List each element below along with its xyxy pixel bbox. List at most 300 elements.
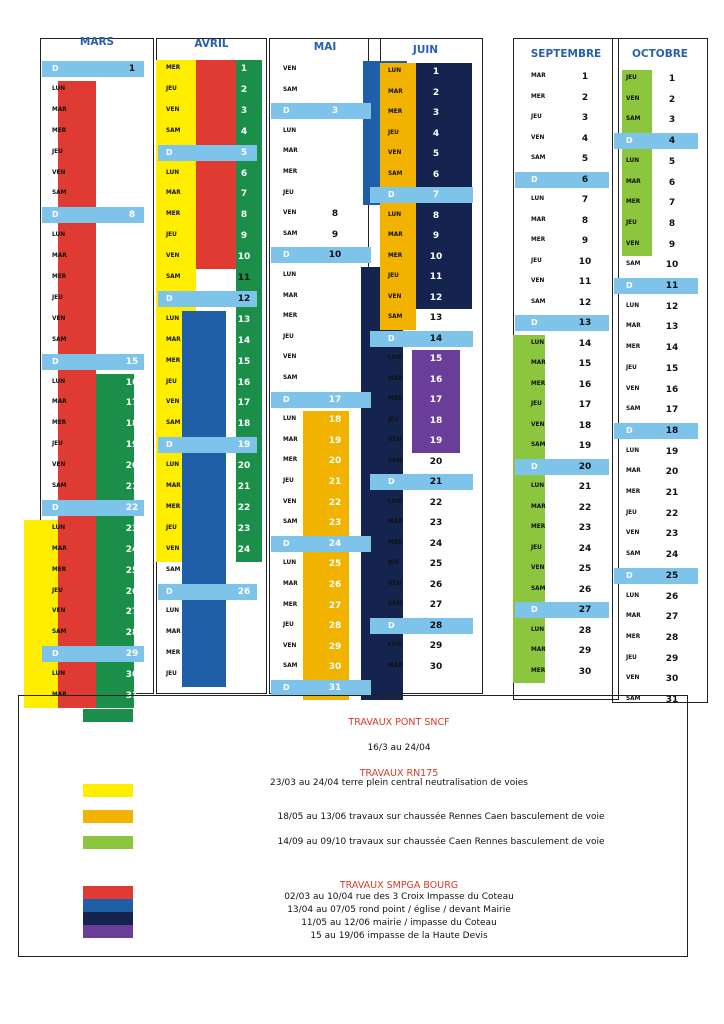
day-number: 25 <box>578 564 592 574</box>
day-label: VEN <box>283 210 297 217</box>
period-bar-red <box>196 60 236 269</box>
day-number: 1 <box>128 64 136 74</box>
day-number: 14 <box>578 338 592 349</box>
day-label: MER <box>531 524 546 530</box>
day-number: 1 <box>240 64 248 74</box>
day-number: 13 <box>578 318 592 328</box>
day-label: LUN <box>388 68 402 74</box>
day-label: SAM <box>166 127 181 134</box>
day-number: 22 <box>578 502 592 513</box>
day-number: 27 <box>578 605 592 615</box>
day-number: 21 <box>125 482 139 492</box>
day-label: LUN <box>52 524 66 531</box>
day-number: 3 <box>432 108 440 118</box>
day-label: MER <box>166 211 181 218</box>
day-number: 13 <box>125 314 139 325</box>
day-number: 10 <box>237 252 251 263</box>
day-label: LUN <box>626 592 640 599</box>
day-label: JEU <box>388 129 399 136</box>
day-number: 17 <box>578 400 592 410</box>
day-label: MAR <box>626 178 641 185</box>
day-number: 19 <box>125 440 139 451</box>
day-label: D <box>52 649 59 659</box>
day-label: JEU <box>52 148 63 155</box>
legend-smpga-title: TRAVAUX SMPGA BOURG <box>339 880 459 891</box>
day-label: MAR <box>52 692 67 698</box>
day-label: MER <box>166 65 181 71</box>
day-label: VEN <box>52 315 66 322</box>
day-number: 7 <box>331 188 339 199</box>
day-label: SAM <box>388 170 403 177</box>
day-label: JEU <box>531 114 542 120</box>
day-label: VEN <box>166 106 180 113</box>
day-label: D <box>626 425 633 435</box>
legend-rn-title: TRAVAUX RN175 <box>359 768 439 779</box>
day-number: 10 <box>665 260 679 271</box>
sunday-band <box>370 187 473 203</box>
day-label: D <box>626 570 633 580</box>
day-label: SAM <box>166 274 181 280</box>
day-label: MAR <box>388 232 403 238</box>
day-number: 12 <box>237 293 251 304</box>
day-number: 18 <box>578 420 592 431</box>
day-label: VEN <box>52 462 66 469</box>
day-number: 7 <box>240 189 248 200</box>
day-label: VEN <box>388 293 402 300</box>
day-number: 24 <box>578 543 592 554</box>
day-label: MAR <box>531 216 546 223</box>
day-label: LUN <box>531 339 545 346</box>
day-number: 18 <box>125 419 139 430</box>
day-number: 13 <box>665 322 679 333</box>
day-label: MAR <box>388 375 403 382</box>
sunday-band <box>370 474 473 490</box>
day-label: MER <box>388 539 403 546</box>
day-label: D <box>283 394 290 404</box>
day-number: 5 <box>331 147 339 158</box>
day-number: 16 <box>125 377 139 388</box>
day-number: 22 <box>125 502 139 513</box>
day-number: 25 <box>429 559 443 569</box>
day-label: MER <box>626 344 641 351</box>
day-number: 15 <box>237 356 251 367</box>
day-label: SAM <box>626 406 641 413</box>
day-number: 17 <box>125 398 139 409</box>
day-number: 14 <box>665 343 679 354</box>
day-label: MAR <box>283 148 298 155</box>
day-number: 5 <box>581 154 589 164</box>
legend-rn-line-1: 23/03 au 24/04 terre plein central neutralisation de voies <box>270 778 528 788</box>
day-label: JEU <box>166 85 177 92</box>
day-number: 15 <box>665 363 679 374</box>
day-label: MER <box>283 169 298 175</box>
day-label: D <box>626 281 633 290</box>
day-label: JEU <box>166 232 177 239</box>
day-number: 23 <box>665 529 679 540</box>
day-label: VEN <box>626 385 640 392</box>
day-number: 20 <box>429 456 443 467</box>
day-number: 26 <box>578 584 592 595</box>
day-number: 1 <box>581 72 589 82</box>
day-number: 19 <box>578 441 592 451</box>
day-number: 15 <box>125 356 139 367</box>
day-label: SAM <box>166 566 181 573</box>
day-label: LUN <box>626 157 640 164</box>
day-number: 15 <box>578 359 592 369</box>
day-label: JEU <box>388 560 399 566</box>
day-number: 16 <box>429 374 443 385</box>
day-number: 7 <box>432 190 440 200</box>
day-number: 19 <box>429 436 443 446</box>
day-number: 19 <box>328 435 342 446</box>
legend-swatch-navy <box>83 912 133 925</box>
day-number: 4 <box>668 136 676 147</box>
day-number: 23 <box>328 518 342 529</box>
day-label: VEN <box>52 608 66 615</box>
day-label: MAR <box>388 88 403 95</box>
day-label: JEU <box>283 189 294 196</box>
day-number: 11 <box>328 271 342 281</box>
day-label: LUN <box>52 232 66 239</box>
day-number: 18 <box>237 419 251 430</box>
day-number: 15 <box>328 353 342 364</box>
day-label: JEU <box>166 671 177 678</box>
day-label: SAM <box>283 375 298 381</box>
day-number: 29 <box>125 649 139 660</box>
day-number: 12 <box>665 301 679 312</box>
day-label: JEU <box>626 654 637 661</box>
day-label: D <box>531 461 538 471</box>
legend-box <box>18 695 688 957</box>
day-label: MAR <box>626 613 641 620</box>
day-label: MER <box>52 127 67 134</box>
day-label: MER <box>388 109 403 115</box>
day-label: JEU <box>626 75 637 81</box>
day-label: MAR <box>166 629 181 636</box>
day-label: MER <box>52 420 67 427</box>
day-number: 6 <box>240 168 248 179</box>
day-label: D <box>388 620 395 630</box>
day-label: JEU <box>531 401 542 407</box>
day-number: 20 <box>578 461 592 472</box>
day-label: MER <box>626 489 641 495</box>
day-label: LUN <box>52 85 66 92</box>
day-label: MAR <box>52 106 67 113</box>
day-label: JEU <box>626 509 637 516</box>
day-number: 7 <box>668 198 676 209</box>
day-number: 30 <box>578 666 592 677</box>
day-number: 14 <box>328 332 342 343</box>
day-number: 27 <box>125 607 139 618</box>
sunday-band <box>370 618 473 634</box>
day-label: JEU <box>388 273 399 279</box>
day-number: 26 <box>429 579 443 590</box>
day-label: SAM <box>52 629 67 636</box>
day-number: 11 <box>429 272 443 282</box>
day-number: 3 <box>668 115 676 126</box>
day-number: 5 <box>432 149 440 159</box>
day-number: 2 <box>581 92 589 103</box>
day-number: 6 <box>581 174 589 185</box>
day-label: SAM <box>531 585 546 592</box>
day-number: 8 <box>581 215 589 226</box>
day-number: 17 <box>237 398 251 409</box>
legend-smpga-line-2: 13/04 au 07/05 rond point / église / devant Mairie <box>287 905 511 915</box>
day-number: 27 <box>429 600 443 610</box>
day-number: 2 <box>331 85 339 96</box>
day-number: 22 <box>429 497 443 508</box>
day-number: 25 <box>328 559 342 570</box>
day-label: JEU <box>166 378 177 385</box>
day-number: 24 <box>237 544 251 555</box>
day-label: D <box>166 440 173 450</box>
day-number: 10 <box>578 256 592 267</box>
day-label: MAR <box>531 360 546 366</box>
day-number: 10 <box>429 251 443 262</box>
day-number: 7 <box>581 195 589 205</box>
day-number: 13 <box>429 313 443 323</box>
day-label: MER <box>531 380 546 387</box>
day-number: 3 <box>240 105 248 116</box>
day-label: SAM <box>52 483 67 489</box>
day-number: 30 <box>665 674 679 685</box>
day-label: JEU <box>52 441 63 448</box>
day-number: 18 <box>665 425 679 436</box>
day-number: 23 <box>578 523 592 533</box>
day-label: SAM <box>626 551 641 558</box>
day-label: VEN <box>531 134 545 141</box>
day-number: 24 <box>328 538 342 549</box>
day-label: VEN <box>626 530 640 537</box>
day-label: D <box>626 136 633 146</box>
day-number: 2 <box>128 84 136 95</box>
day-label: MAR <box>626 468 641 475</box>
day-number: 20 <box>665 467 679 478</box>
legend-rn-line-3: 14/09 au 09/10 travaux sur chaussée Caen Rennes basculement de voie <box>277 837 605 847</box>
day-number: 25 <box>237 565 251 576</box>
day-label: LUN <box>166 169 180 176</box>
day-number: 26 <box>328 580 342 590</box>
day-number: 9 <box>581 236 589 246</box>
month-header-septembre: SEPTEMBRE <box>530 48 602 60</box>
day-label: D <box>52 210 59 220</box>
day-label: MER <box>626 199 641 206</box>
day-number: 29 <box>665 653 679 664</box>
day-label: JEU <box>166 524 177 531</box>
day-number: 8 <box>668 218 676 229</box>
day-label: D <box>531 174 538 184</box>
day-number: 23 <box>125 523 139 534</box>
day-label: MER <box>531 667 546 674</box>
day-number: 6 <box>432 169 440 180</box>
day-number: 21 <box>665 488 679 498</box>
day-label: MER <box>166 357 181 364</box>
period-bar-blue <box>182 311 226 687</box>
day-number: 29 <box>429 641 443 651</box>
legend-swatch-orange <box>83 810 133 823</box>
day-label: JEU <box>52 294 63 301</box>
day-number: 12 <box>429 292 443 303</box>
day-number: 19 <box>665 446 679 457</box>
day-label: LUN <box>388 355 402 361</box>
day-label: D <box>166 147 173 157</box>
day-label: VEN <box>531 421 545 428</box>
day-number: 19 <box>237 440 251 451</box>
day-number: 9 <box>128 231 136 242</box>
day-label: SAM <box>388 457 403 464</box>
day-label: SAM <box>626 696 641 702</box>
day-label: LUN <box>531 483 545 489</box>
day-number: 29 <box>237 649 251 660</box>
day-number: 13 <box>237 314 251 325</box>
day-number: 15 <box>429 354 443 364</box>
day-label: LUN <box>626 447 640 454</box>
day-number: 6 <box>668 177 676 188</box>
day-number: 20 <box>125 461 139 472</box>
day-label: MAR <box>388 662 403 669</box>
day-label: MER <box>388 396 403 402</box>
day-label: SAM <box>283 663 298 670</box>
day-number: 21 <box>429 477 443 487</box>
day-label: SAM <box>531 155 546 161</box>
day-label: MAR <box>52 399 67 406</box>
day-number: 28 <box>237 628 251 639</box>
day-label: MER <box>531 237 546 243</box>
day-number: 16 <box>237 377 251 388</box>
day-number: 22 <box>237 502 251 513</box>
day-label: MER <box>166 650 181 657</box>
day-number: 28 <box>578 625 592 636</box>
day-label: VEN <box>626 240 640 247</box>
day-label: MER <box>52 274 67 280</box>
month-header-juin: JUIN <box>412 44 439 56</box>
day-number: 17 <box>328 394 342 405</box>
day-label: LUN <box>388 642 402 648</box>
day-number: 28 <box>429 620 443 631</box>
day-number: 8 <box>432 210 440 221</box>
day-label: MAR <box>283 581 298 587</box>
legend-smpga-line-3: 11/05 au 12/06 mairie / impasse du Coteau <box>301 918 497 928</box>
day-label: LUN <box>388 498 402 505</box>
day-label: MAR <box>283 292 298 299</box>
day-number: 25 <box>125 565 139 576</box>
day-number: 11 <box>125 273 139 283</box>
day-number: 14 <box>125 335 139 346</box>
day-number: 5 <box>240 147 248 158</box>
day-label: MER <box>283 313 298 320</box>
day-label: MER <box>283 601 298 608</box>
day-label: MAR <box>52 545 67 552</box>
day-number: 6 <box>128 168 136 179</box>
day-label: VEN <box>283 354 297 361</box>
day-label: VEN <box>283 66 297 72</box>
month-header-avril: AVRIL <box>194 38 229 50</box>
day-label: LUN <box>166 315 180 322</box>
day-number: 9 <box>668 239 676 250</box>
day-label: JEU <box>283 478 294 484</box>
day-number: 10 <box>328 250 342 261</box>
day-label: MAR <box>166 190 181 197</box>
day-label: MAR <box>626 323 641 330</box>
day-number: 12 <box>578 297 592 308</box>
day-label: D <box>283 683 290 692</box>
day-label: JEU <box>531 257 542 264</box>
day-label: LUN <box>531 626 545 633</box>
day-number: 2 <box>668 94 676 105</box>
day-label: MAR <box>166 483 181 489</box>
day-label: D <box>531 605 538 614</box>
day-number: 27 <box>665 612 679 623</box>
day-label: JEU <box>283 622 294 629</box>
day-number: 13 <box>328 312 342 323</box>
day-label: SAM <box>531 442 546 448</box>
day-label: SAM <box>388 314 403 320</box>
day-label: LUN <box>283 560 297 567</box>
day-label: MER <box>166 503 181 510</box>
day-number: 9 <box>331 229 339 240</box>
day-label: SAM <box>283 230 298 237</box>
day-label: MAR <box>52 253 67 260</box>
day-label: MAR <box>531 503 546 510</box>
day-number: 8 <box>331 209 339 220</box>
day-label: LUN <box>626 302 640 309</box>
day-label: MER <box>52 566 67 573</box>
day-label: D <box>531 318 538 327</box>
day-label: D <box>166 293 173 303</box>
day-number: 11 <box>578 277 592 287</box>
day-number: 28 <box>328 621 342 632</box>
day-label: LUN <box>283 127 297 134</box>
day-number: 31 <box>328 683 342 693</box>
day-label: MAR <box>388 519 403 525</box>
day-label: LUN <box>52 378 66 385</box>
day-label: MER <box>283 457 298 464</box>
day-label: MER <box>626 633 641 640</box>
legend-smpga-line-4: 15 au 19/06 impasse de la Haute Devis <box>310 931 488 941</box>
day-number: 27 <box>328 600 342 611</box>
day-number: 30 <box>328 662 342 673</box>
day-number: 5 <box>128 147 136 158</box>
day-number: 30 <box>125 670 139 681</box>
day-label: D <box>283 106 290 116</box>
day-number: 23 <box>237 523 251 534</box>
day-number: 18 <box>328 415 342 426</box>
day-label: SAM <box>531 298 546 305</box>
day-number: 26 <box>237 586 251 597</box>
day-number: 14 <box>237 335 251 346</box>
day-number: 26 <box>125 586 139 597</box>
day-label: D <box>388 333 395 343</box>
sunday-band <box>370 331 473 347</box>
day-number: 22 <box>665 508 679 519</box>
day-label: MER <box>388 252 403 259</box>
day-label: MER <box>531 93 546 100</box>
day-number: 4 <box>331 126 339 137</box>
day-label: SAM <box>283 86 298 93</box>
day-label: VEN <box>166 399 180 406</box>
day-label: D <box>166 586 173 596</box>
day-label: D <box>283 250 290 260</box>
day-label: SAM <box>52 336 67 343</box>
day-number: 2 <box>240 84 248 95</box>
day-number: 3 <box>331 106 339 117</box>
legend-swatch-purple <box>83 925 133 938</box>
legend-swatch-red <box>83 886 133 899</box>
day-number: 3 <box>128 105 136 116</box>
day-number: 9 <box>240 231 248 242</box>
day-number: 14 <box>429 333 443 344</box>
day-label: LUN <box>283 272 297 278</box>
